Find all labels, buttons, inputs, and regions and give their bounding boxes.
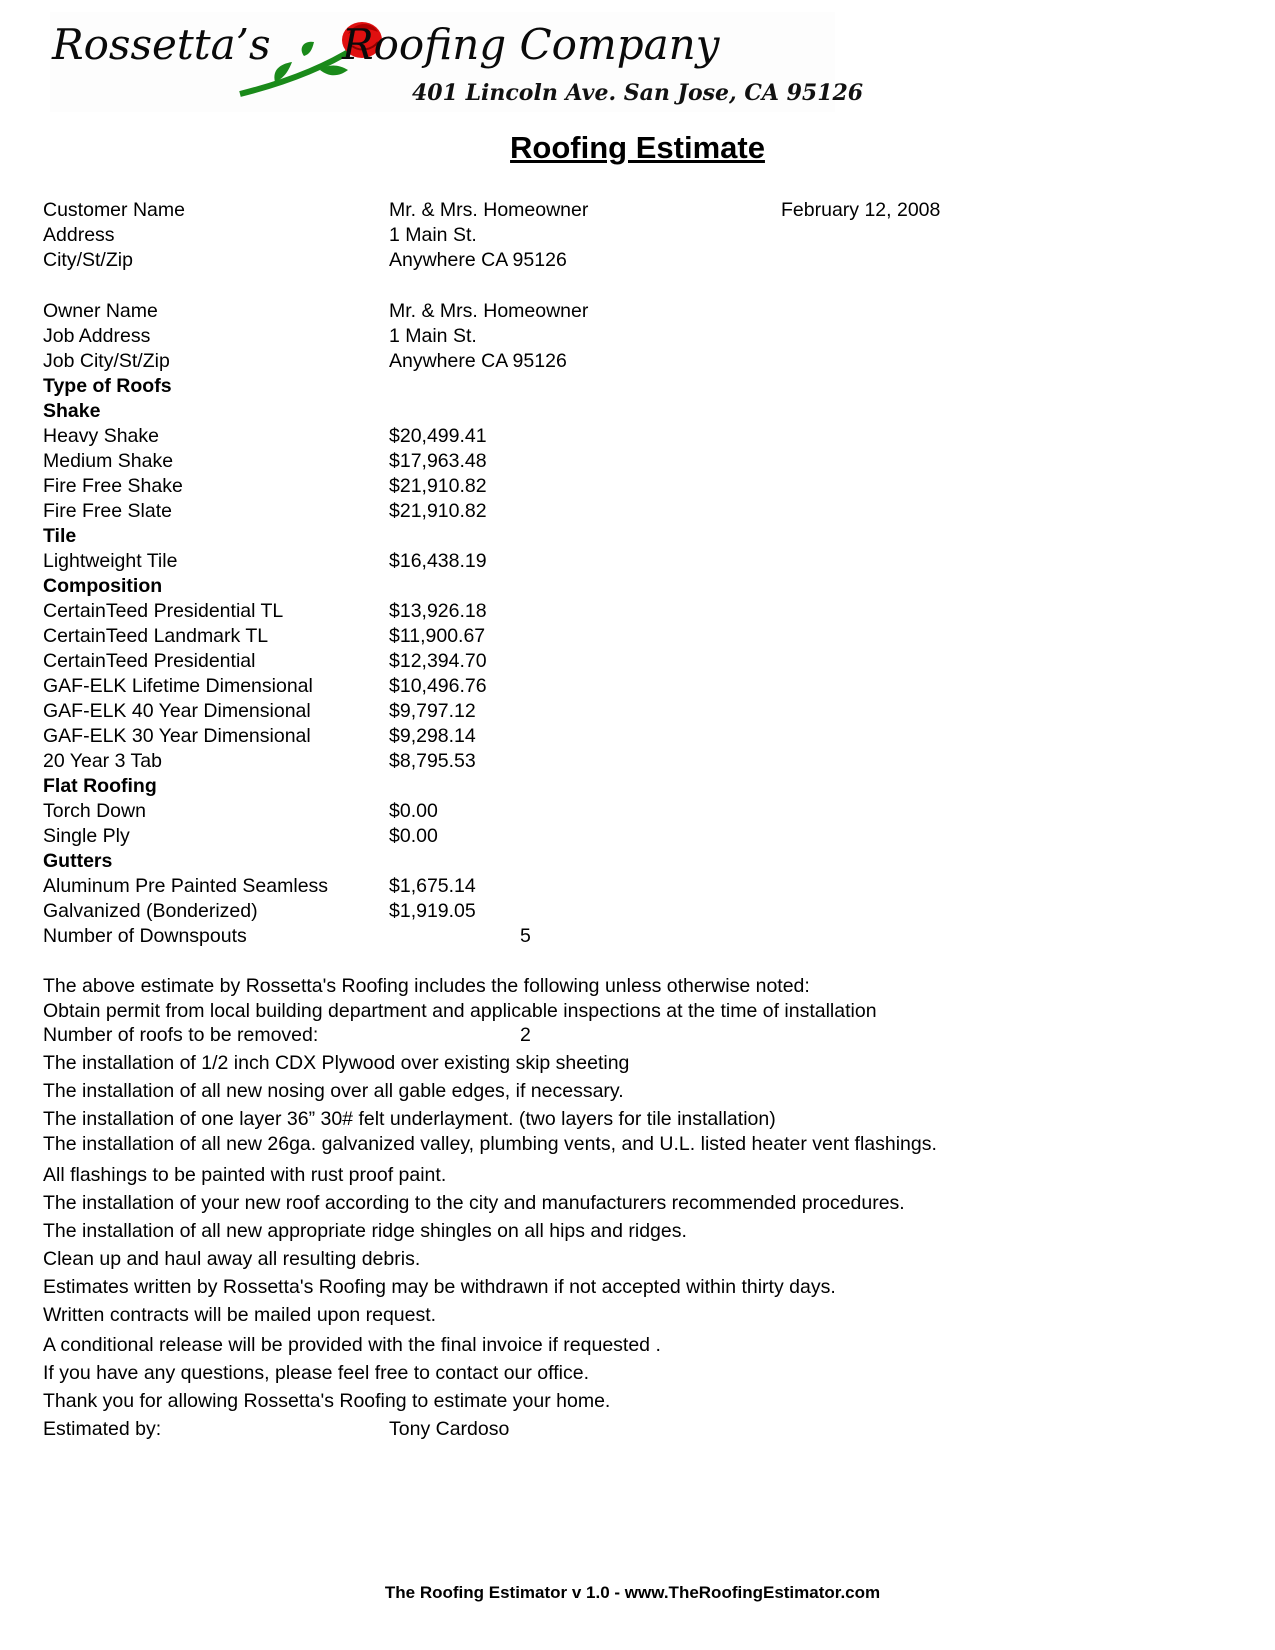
roof-option-label: Medium Shake [43,450,174,472]
roof-option-label: CertainTeed Presidential TL [43,600,284,622]
note-ridge: The installation of all new appropriate ridge shingles on all hips and ridges. [43,1220,687,1242]
owner-name-value: Mr. & Mrs. Homeowner [389,300,589,322]
customer-city-label: City/St/Zip [43,249,133,271]
gutter-option-price: $1,675.14 [389,875,476,897]
roof-option-label: 20 Year 3 Tab [43,750,162,772]
note-permit: Obtain permit from local building department and applicable inspections at the time of installation [43,1000,877,1022]
roof-option-price: $20,499.41 [389,425,487,447]
company-name-part2: Roofing Company [342,20,720,69]
note-nosing: The installation of all new nosing over all gable edges, if necessary. [43,1080,624,1102]
note-plywood: The installation of 1/2 inch CDX Plywood over existing skip sheeting [43,1052,630,1074]
downspouts-label: Number of Downspouts [43,925,247,947]
customer-city-value: Anywhere CA 95126 [389,249,567,271]
roof-option-label: GAF-ELK 30 Year Dimensional [43,725,311,747]
roof-option-label: Lightweight Tile [43,550,178,572]
note-withdrawn: Estimates written by Rossetta's Roofing may be withdrawn if not accepted within thirty days. [43,1276,836,1298]
owner-name-label: Owner Name [43,300,158,322]
section-heading-label: Flat Roofing [43,775,157,797]
roof-option-price: $13,926.18 [389,600,487,622]
roof-option-price: $0.00 [389,800,438,822]
note-questions: If you have any questions, please feel free to contact our office. [43,1362,589,1384]
notes-intro: The above estimate by Rossetta's Roofing includes the following unless otherwise noted: [43,975,810,997]
section-heading-label: Shake [43,400,101,422]
roofs-removed-label: Number of roofs to be removed: [43,1024,319,1046]
roof-option-label: CertainTeed Landmark TL [43,625,269,647]
company-logo [50,12,864,112]
company-name-part1: Rossetta’s [52,20,271,69]
company-address: 401 Lincoln Ave. San Jose, CA 95126 [412,80,864,106]
estimated-by-label: Estimated by: [43,1418,162,1440]
roof-option-price: $21,910.82 [389,475,487,497]
gutter-option-label: Aluminum Pre Painted Seamless [43,875,329,897]
gutter-option-price: $1,919.05 [389,900,476,922]
roof-option-label: Heavy Shake [43,425,159,447]
note-cleanup: Clean up and haul away all resulting debris. [43,1248,421,1270]
roof-option-price: $9,797.12 [389,700,476,722]
roofs-removed-count: 2 [520,1024,531,1046]
roof-types-heading-label: Type of Roofs [43,375,172,397]
customer-address-value: 1 Main St. [389,224,477,246]
roof-option-price: $8,795.53 [389,750,476,772]
page-title: Roofing Estimate [510,130,765,165]
note-paint: All flashings to be painted with rust proof paint. [43,1164,447,1186]
roof-option-price: $17,963.48 [389,450,487,472]
section-heading-label: Composition [43,575,163,597]
section-heading-label: Tile [43,525,77,547]
roof-option-label: GAF-ELK 40 Year Dimensional [43,700,311,722]
owner-address-value: 1 Main St. [389,325,477,347]
roof-option-label: Fire Free Slate [43,500,172,522]
roof-option-price: $21,910.82 [389,500,487,522]
roof-option-price: $10,496.76 [389,675,487,697]
roof-option-label: CertainTeed Presidential [43,650,256,672]
note-procedures: The installation of your new roof according to the city and manufacturers recommended procedures. [43,1192,905,1214]
note-release: A conditional release will be provided with the final invoice if requested . [43,1334,661,1356]
customer-name-value: Mr. & Mrs. Homeowner [389,199,589,221]
roof-option-price: $16,438.19 [389,550,487,572]
note-felt: The installation of one layer 36” 30# felt underlayment. (two layers for tile installation) [43,1108,776,1130]
note-valley: The installation of all new 26ga. galvanized valley, plumbing vents, and U.L. listed heater vent flashings. [43,1133,937,1155]
owner-city-value: Anywhere CA 95126 [389,350,567,372]
estimator-name: Tony Cardoso [389,1418,510,1440]
roof-option-label: GAF-ELK Lifetime Dimensional [43,675,313,697]
note-thanks: Thank you for allowing Rossetta's Roofing to estimate your home. [43,1390,611,1412]
gutter-option-label: Galvanized (Bonderized) [43,900,258,922]
owner-city-label: Job City/St/Zip [43,350,170,372]
downspouts-count: 5 [520,925,531,947]
note-contracts: Written contracts will be mailed upon request. [43,1304,437,1326]
roof-option-price: $12,394.70 [389,650,487,672]
estimate-date: February 12, 2008 [781,199,941,221]
roof-option-price: $9,298.14 [389,725,476,747]
footer-credit: The Roofing Estimator v 1.0 - www.TheRoofingEstimator.com [384,1583,881,1602]
roof-option-label: Fire Free Shake [43,475,183,497]
customer-address-label: Address [43,224,115,246]
customer-name-label: Customer Name [43,199,185,221]
section-heading-label: Gutters [43,850,113,872]
roof-option-price: $11,900.67 [389,625,486,647]
roof-option-label: Torch Down [43,800,146,822]
roof-option-label: Single Ply [43,825,130,847]
roof-option-price: $0.00 [389,825,438,847]
owner-address-label: Job Address [43,325,151,347]
